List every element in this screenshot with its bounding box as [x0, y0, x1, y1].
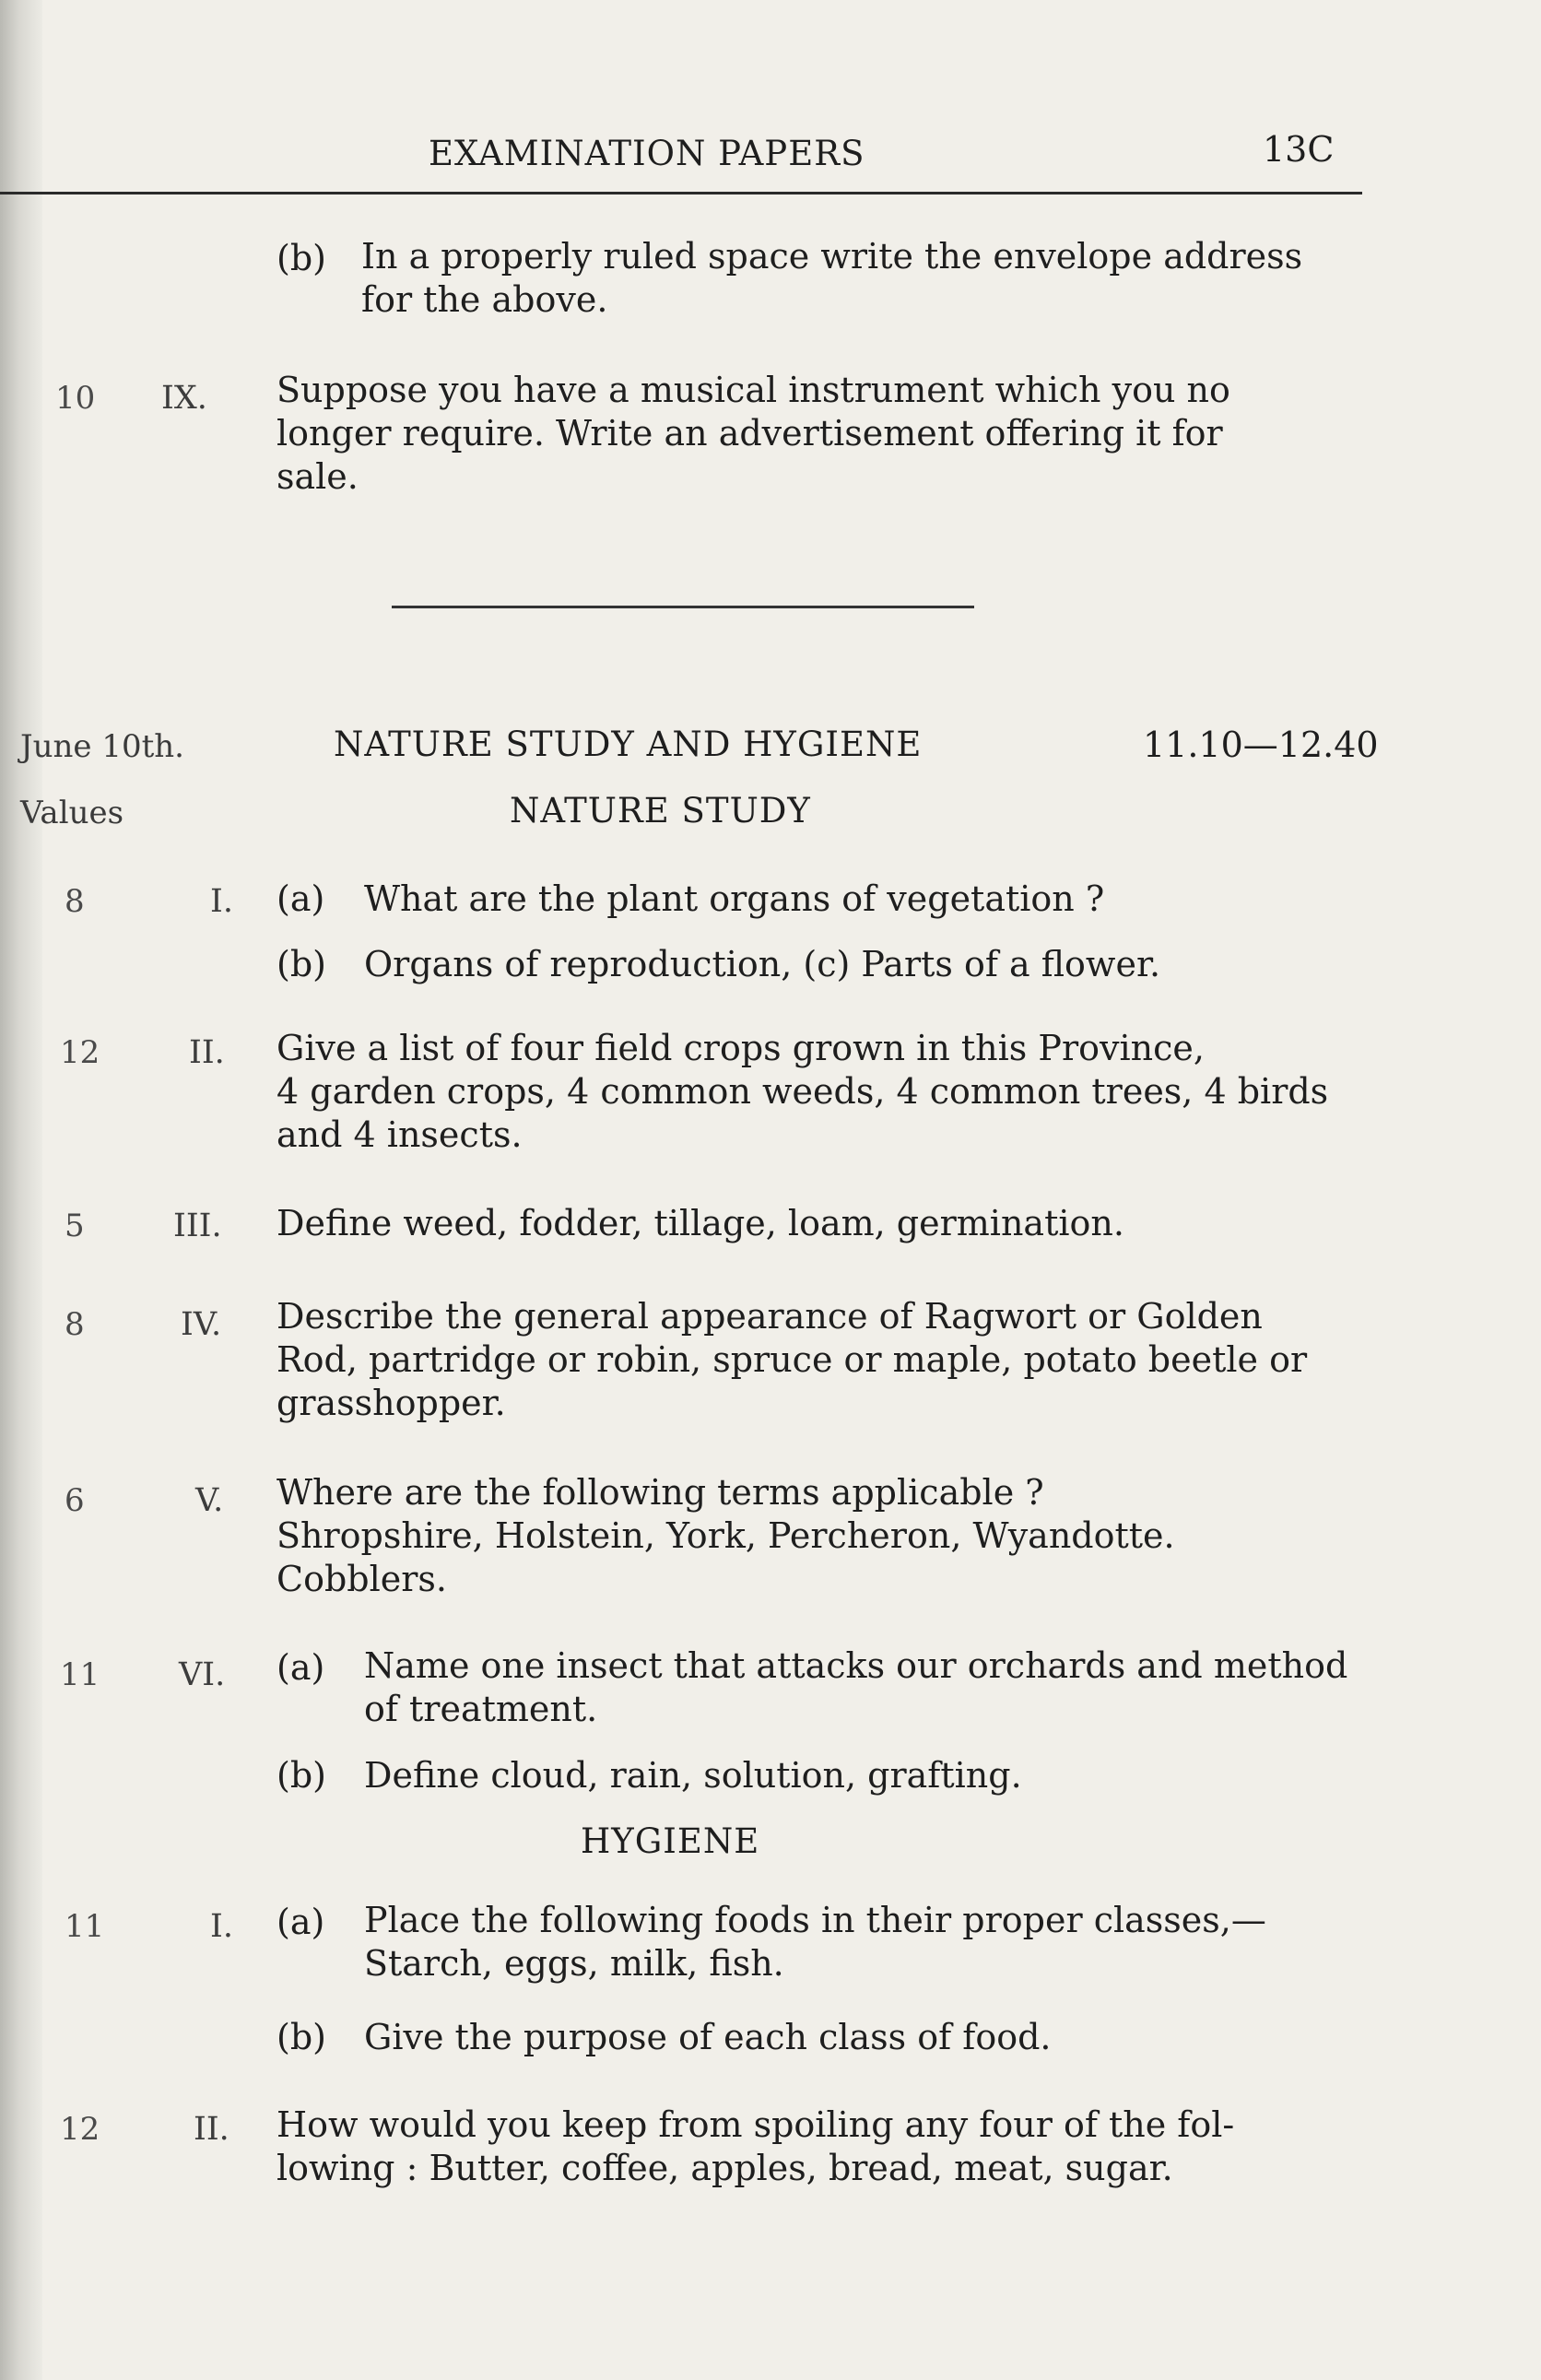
part-label: (b) — [276, 1755, 326, 1796]
question-line: of treatment. — [364, 1689, 598, 1729]
question-number: II. — [194, 2111, 229, 2148]
question-number: IV. — [181, 1306, 222, 1343]
question-number: I. — [210, 1908, 233, 1945]
question-number: I. — [210, 883, 233, 920]
question-number: III. — [173, 1208, 222, 1244]
question-text — [276, 1027, 1328, 1157]
question-number: IX. — [161, 380, 207, 417]
question-value: 11 — [60, 1656, 100, 1693]
part-label: (a) — [276, 878, 325, 919]
part-label: (a) — [276, 1902, 325, 1942]
part-label: (b) — [276, 2017, 326, 2057]
question-line: Define cloud, rain, solution, grafting. — [364, 1755, 1022, 1796]
question-line: 4 garden crops, 4 common weeds, 4 common trees, 4 birds — [276, 1071, 1329, 1112]
question-line: In a properly ruled space write the envelope address — [361, 236, 1303, 277]
question-line: Suppose you have a musical instrument which you no — [276, 370, 1230, 410]
part-label: (a) — [276, 1647, 325, 1688]
question-number: VI. — [179, 1656, 226, 1693]
page-spine-shadow — [0, 0, 42, 2380]
question-line: grasshopper. — [276, 1383, 506, 1423]
question-number: V. — [195, 1482, 224, 1519]
question-line: Starch, eggs, milk, fish. — [364, 1943, 784, 1984]
question-value: 6 — [65, 1482, 85, 1519]
question-line: and 4 insects. — [276, 1114, 523, 1155]
question-line: Place the following foods in their proper classes,— — [364, 1900, 1266, 1940]
part-label: (b) — [276, 944, 326, 984]
question-value: 12 — [60, 1034, 100, 1071]
question-line: Give the purpose of each class of food. — [364, 2017, 1052, 2057]
question-text — [361, 235, 1302, 322]
question-line: Give a list of four field crops grown in this Province, — [276, 1028, 1205, 1068]
section-heading: NATURE STUDY — [510, 791, 811, 831]
question-line: longer require. Write an advertisement offering it for — [276, 413, 1223, 454]
exam-date: June 10th. — [20, 728, 184, 765]
question-text — [276, 1471, 1175, 1601]
question-text — [276, 369, 1230, 499]
question-line: Describe the general appearance of Ragwort or Golden — [276, 1296, 1263, 1337]
question-line: for the above. — [361, 279, 608, 320]
question-text — [364, 1644, 1347, 1731]
question-value: 5 — [65, 1208, 85, 1244]
question-value: 11 — [65, 1908, 105, 1945]
running-header: EXAMINATION PAPERS — [429, 134, 865, 173]
question-line: Cobblers. — [276, 1559, 447, 1599]
question-line: How would you keep from spoiling any four of the fol- — [276, 2104, 1235, 2145]
question-line: Shropshire, Holstein, York, Percheron, Wyandotte. — [276, 1515, 1175, 1556]
header-rule — [0, 192, 1362, 194]
question-value: 10 — [55, 380, 96, 417]
exam-time: 11.10—12.40 — [1143, 725, 1379, 765]
question-line: What are the plant organs of vegetation ? — [364, 878, 1105, 919]
exam-title: NATURE STUDY AND HYGIENE — [334, 725, 923, 764]
question-value: 12 — [60, 2111, 100, 2148]
question-line: Organs of reproduction, (c) Parts of a flower. — [364, 944, 1161, 984]
question-line: sale. — [276, 456, 359, 497]
question-text — [276, 2103, 1234, 2190]
question-line: Name one insect that attacks our orchards and method — [364, 1645, 1348, 1686]
question-value: 8 — [65, 883, 85, 920]
question-line: lowing : Butter, coffee, apples, bread, meat, sugar. — [276, 2148, 1173, 2188]
values-label: Values — [20, 795, 124, 831]
page-number: 13C — [1263, 129, 1335, 170]
question-text — [276, 1295, 1307, 1425]
question-number: II. — [189, 1034, 225, 1071]
question-text — [364, 1899, 1266, 1985]
section-heading: HYGIENE — [581, 1821, 760, 1861]
question-line: Where are the following terms applicable ? — [276, 1472, 1044, 1513]
question-value: 8 — [65, 1306, 85, 1343]
question-line: Rod, partridge or robin, spruce or maple, potato beetle or — [276, 1339, 1308, 1380]
section-divider — [392, 606, 974, 608]
question-line: Define weed, fodder, tillage, loam, germination. — [276, 1203, 1124, 1243]
part-label: (b) — [276, 238, 326, 278]
